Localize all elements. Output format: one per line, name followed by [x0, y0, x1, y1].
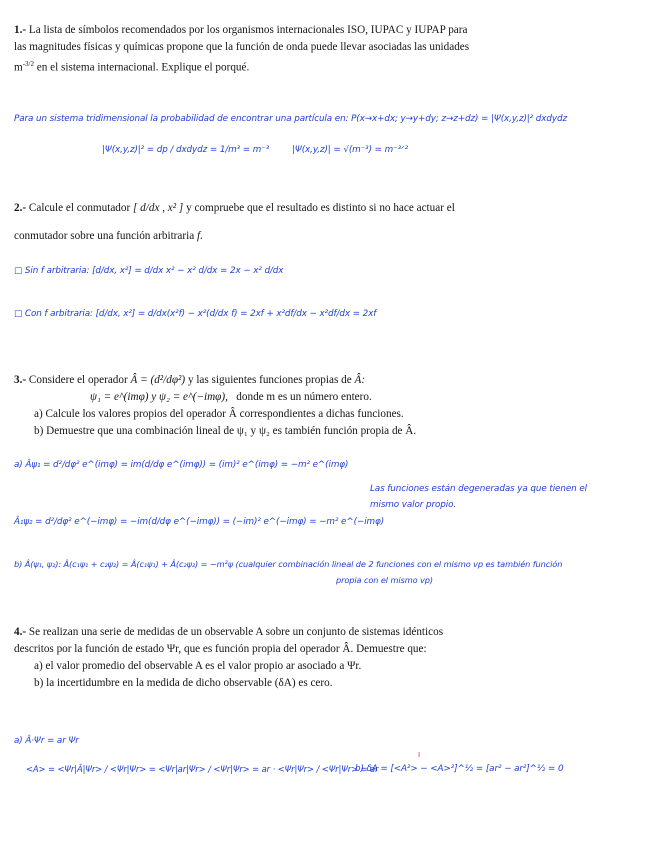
q2-answer-line1: □ Sin f arbitraria: [d/dx, x²] = d/dx x² − x² d/dx = 2x − x² d/dx: [14, 266, 284, 276]
q1-line3: en el sistema internacional. Explique el porqué.: [36, 61, 250, 74]
question-1: [14, 22, 614, 77]
q4-line1: Se realizan una serie de medidas de un observable A sobre un conjunto de sistemas idénticos: [28, 626, 444, 638]
q2-line2: conmutador sobre una función arbitraria: [14, 230, 195, 242]
q3-answer-a1: a) Âψ₁ = d²/dφ² e^(imφ) = im(d/dφ e^(imφ)) = (im)² e^(imφ) = −m² e^(imφ): [14, 460, 349, 470]
question-2: [14, 200, 614, 245]
q4-part-b: b) la incertidumbre en la medida de dicho observable (δA) es cero.: [34, 677, 333, 689]
q4-answer-a2: <A> = <Ψr|Â|Ψr> / <Ψr|Ψr> = <Ψr|ar|Ψr> / <Ψr|Ψr> = ar · <Ψr|Ψr> / <Ψr|Ψr> = ar: [26, 764, 379, 774]
q3-answer-b2: propia con el mismo vp): [336, 575, 433, 585]
q3-part-b: b) Demuestre que una combinación lineal de ψ₁ y ψ₂ es también función propia de Â.: [34, 425, 417, 437]
q4-answer-b: b) δA = [<A²> − <A>²]^½ = [ar² − ar²]^½ = 0: [355, 764, 564, 774]
q1-answer-line3: |Ψ(x,y,z)| = √(m⁻³) = m⁻³ᐟ²: [292, 145, 409, 155]
question-3: [14, 372, 614, 440]
q3-answer-note1: Las funciones están degeneradas ya que tienen el: [370, 484, 587, 494]
q1-answer-line1: Para un sistema tridimensional la probabilidad de encontrar una partícula en: P(x→x+dx; y→y+dy; z→z+dz) = |Ψ(x,y,z)|² dxdydz: [14, 114, 567, 124]
q2-function-f: f.: [196, 230, 203, 242]
q1-number: 1.-: [14, 24, 27, 36]
q3-number: 3.-: [14, 374, 27, 386]
q4-part-a: a) el valor promedio del observable A es el valor propio ar asociado a Ψr.: [34, 660, 362, 672]
q3-text-pre: Considere el operador: [28, 374, 128, 386]
q1-line1: La lista de símbolos recomendados por los organismos internacionales ISO, IUPAC y IUPAP para: [28, 24, 468, 36]
correction-mark: ˡ: [418, 750, 420, 764]
q4-line2: descritos por la función de estado Ψr, que es función propia del operador Â. Demuestre que:: [14, 643, 427, 655]
q2-text-post: y compruebe que el resultado es distinto si no hace actuar el: [186, 202, 455, 214]
q1-answer-line2: |Ψ(x,y,z)|² = dp / dxdydz = 1/m³ = m⁻³: [102, 145, 270, 155]
q3-operator-symbol: Â:: [354, 374, 366, 386]
q1-unit-exponent: -3/2: [22, 60, 34, 68]
q1-unit: m: [14, 61, 23, 74]
q3-operator: Â = (d²/dφ²): [130, 374, 186, 386]
q3-answer-note2: mismo valor propio.: [370, 500, 457, 510]
q2-answer-line2: □ Con f arbitraria: [d/dx, x²] = d/dx(x²f) − x²(d/dx f) = 2xf + x²df/dx − x²df/dx = 2xf: [14, 309, 377, 319]
question-4: [14, 624, 614, 692]
q3-text-post: y las siguientes funciones propias de: [187, 374, 352, 386]
q3-functions-note: donde m es un número entero.: [236, 391, 372, 403]
q3-answer-a2: Â₁ψ₂ = d²/dφ² e^(−imφ) = −im(d/dφ e^(−imφ)) = (−im)² e^(−imφ) = −m² e^(−imφ): [14, 517, 385, 527]
q1-line2: las magnitudes físicas y químicas propone que la función de onda puede llevar asociadas las unidades: [14, 41, 470, 53]
q2-number: 2.-: [14, 202, 27, 214]
q3-functions: ψ₁ = e^(imφ) y ψ₂ = e^(−imφ),: [90, 391, 228, 403]
q3-part-a: a) Calcule los valores propios del operador Â correspondientes a dichas funciones.: [34, 408, 404, 420]
q2-text-pre: Calcule el conmutador: [28, 202, 131, 214]
q3-answer-b1: b) Â(ψ₁, ψ₂): Â(c₁ψ₁ + c₂ψ₂) = Â(c₁ψ₁) + Â(c₂ψ₂) = −m²ψ (cualquier combinación lineal de 2 funciones con el mismo vp es también función: [14, 559, 563, 569]
q2-commutator: [ d/dx , x² ]: [133, 202, 184, 214]
q4-number: 4.-: [14, 626, 27, 638]
q4-answer-a1: a) Â·Ψr = ar Ψr: [14, 736, 79, 746]
